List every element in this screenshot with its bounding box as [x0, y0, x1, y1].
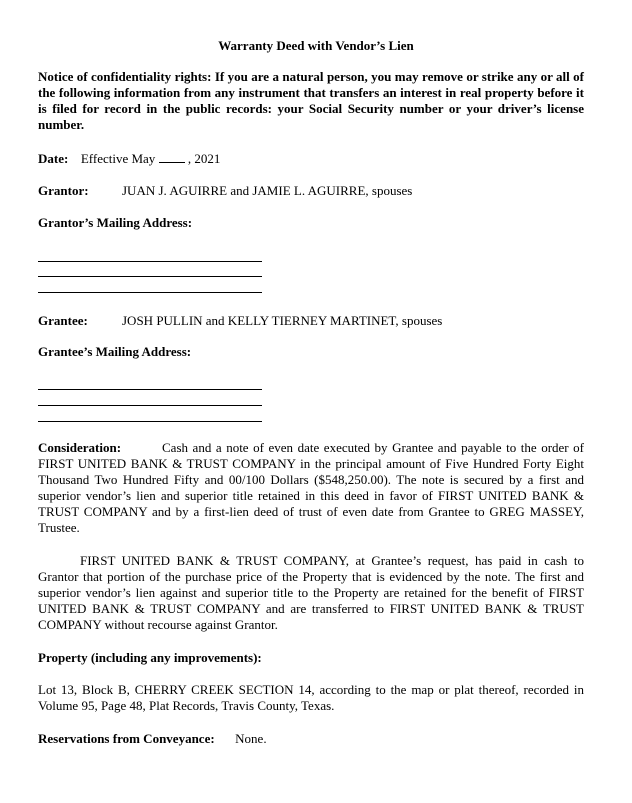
grantor-mailing-label: Grantor’s Mailing Address: [38, 215, 193, 230]
grantor-address-line [38, 261, 262, 262]
date-label: Date: [38, 151, 69, 166]
confidentiality-notice: Notice of confidentiality rights: If you are a natural person, you may remove or strike any or all of the following information from any instrument that transfers an interest in real property before it is filed for record in the public records: your Social Security number or your driver’s license number. [38, 69, 584, 132]
grantee-address-line [38, 405, 262, 406]
date-suffix: , 2021 [187, 151, 221, 166]
reservations-row [38, 731, 267, 747]
date-blank-line [159, 151, 185, 163]
grantor-label: Grantor: [38, 183, 89, 198]
grantee-address-line [38, 421, 262, 422]
consideration-text: Cash and a note of even date executed by Grantee and payable to the order of FIRST UNITED BANK & TRUST COMPANY in the principal amount of Five Hundred Forty Eight Thousand Two Hundred Fifty and 00/100 Dollars ($548,250.00). The note is secured by a first and superior vendor’s lien and superior title retained in this deed in favor of FIRST UNITED BANK & TRUST COMPANY and by a first-lien deed of trust of even date from Grantee to GREG MASSEY, Trustee. [38, 440, 584, 535]
grantee-value: JOSH PULLIN and KELLY TIERNEY MARTINET, spouses [122, 313, 443, 328]
grantor-value: JUAN J. AGUIRRE and JAMIE L. AGUIRRE, spouses [122, 183, 413, 198]
consideration-paragraph [38, 440, 584, 536]
lender-paragraph: FIRST UNITED BANK & TRUST COMPANY, at Grantee’s request, has paid in cash to Grantor that portion of the purchase price of the Property that is evidenced by the note. The first and superior vendor’s lien against and superior title to the Property are retained for the benefit of FIRST UNITED BANK & TRUST COMPANY and are transferred to FIRST UNITED BANK & TRUST COMPANY without recourse against Grantor. [38, 553, 584, 632]
consideration-label: Consideration: [38, 440, 122, 455]
grantor-address-line [38, 292, 262, 293]
grantee-mailing-label: Grantee’s Mailing Address: [38, 344, 192, 359]
reservations-label: Reservations from Conveyance: [38, 731, 215, 746]
grantee-label: Grantee: [38, 313, 88, 328]
date-row [38, 151, 220, 167]
property-label: Property (including any improvements): [38, 650, 262, 665]
reservations-value: None. [235, 731, 267, 746]
property-description: Lot 13, Block B, CHERRY CREEK SECTION 14, according to the map or plat thereof, recorded in Volume 95, Page 48, Plat Records, Travis County, Texas. [38, 682, 584, 713]
grantor-address-line [38, 276, 262, 277]
date-prefix: Effective May [80, 151, 156, 166]
grantee-address-line [38, 389, 262, 390]
document-title: Warranty Deed with Vendor’s Lien [218, 38, 414, 53]
